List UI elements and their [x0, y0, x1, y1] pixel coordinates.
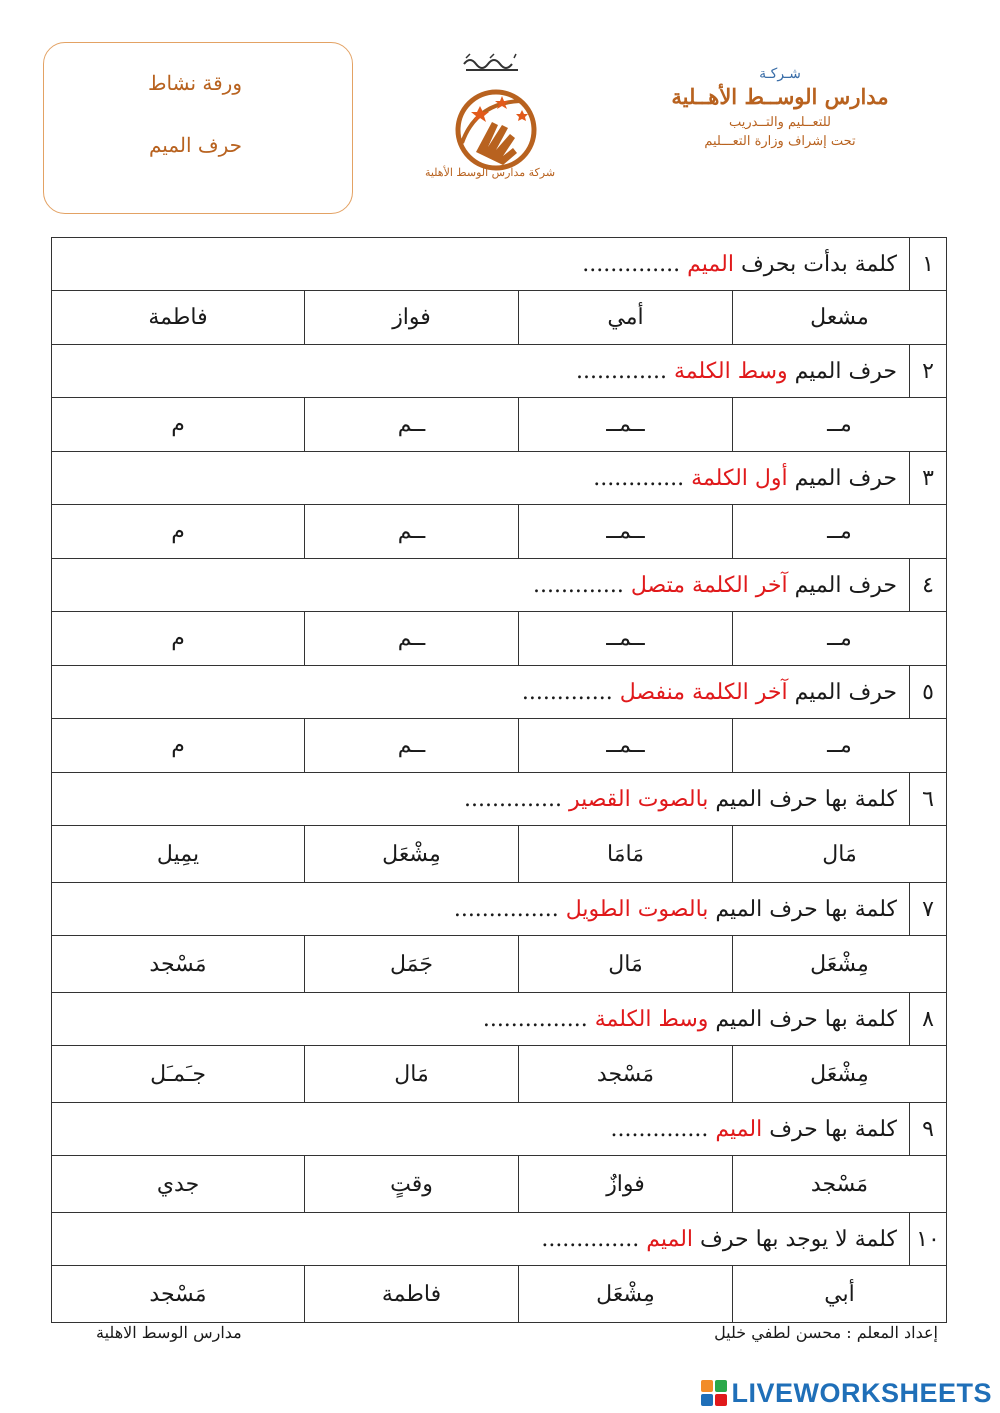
question-prefix: كلمة بها حرف الميم [708, 786, 897, 812]
answer-option[interactable]: فوازٌ [519, 1156, 733, 1213]
answer-blank[interactable]: ............. [576, 358, 674, 384]
company-label: شـركـة [759, 66, 801, 82]
question-row [52, 238, 947, 291]
options-row [52, 1156, 947, 1213]
answer-blank[interactable]: ............... [482, 1006, 595, 1032]
answer-option[interactable]: مَسْجد [519, 1046, 733, 1103]
liveworksheets-brand[interactable] [701, 1376, 992, 1410]
options-row [52, 505, 947, 559]
question-prefix: كلمة لا يوجد بها حرف [693, 1226, 897, 1252]
options-row [52, 1046, 947, 1103]
question-highlight: الميم [646, 1226, 694, 1252]
answer-option[interactable]: مِشْعَل [305, 826, 519, 883]
school-name: مدارس الوســط الأهــلية [671, 84, 889, 109]
question-row [52, 993, 947, 1046]
title-box [43, 42, 353, 214]
footer-school-name: مدارس الوسط الاهلية [96, 1323, 242, 1342]
answer-option[interactable]: ــمــ [519, 398, 733, 452]
answer-option[interactable]: مــ [733, 398, 947, 452]
options-row [52, 612, 947, 666]
answer-option[interactable]: ــم [305, 719, 519, 773]
question-text [52, 883, 910, 936]
question-prefix: حرف الميم [787, 358, 897, 384]
answer-option[interactable]: فاطمة [305, 1266, 519, 1323]
question-row [52, 1213, 947, 1266]
question-highlight: وسط الكلمة [594, 1006, 709, 1032]
question-highlight: وسط الكلمة [673, 358, 788, 384]
options-row [52, 826, 947, 883]
answer-option[interactable]: م [52, 505, 305, 559]
answer-option[interactable]: جـَمـَل [52, 1046, 305, 1103]
answer-option[interactable]: مِشْعَل [519, 1266, 733, 1323]
question-text [52, 993, 910, 1046]
liveworksheets-icon [701, 1380, 727, 1406]
answer-option[interactable]: أبي [733, 1266, 947, 1323]
answer-option[interactable]: مِشْعَل [733, 1046, 947, 1103]
question-number: ٦ [910, 773, 947, 826]
question-prefix: حرف الميم [787, 465, 897, 491]
worksheet-table [51, 237, 947, 1323]
answer-option[interactable]: ــمــ [519, 505, 733, 559]
answer-option[interactable]: يمِيل [52, 826, 305, 883]
question-prefix: كلمة بها حرف الميم [708, 1006, 897, 1032]
question-number: ١٠ [910, 1213, 947, 1266]
answer-option[interactable]: مَامَا [519, 826, 733, 883]
question-row [52, 773, 947, 826]
question-text [52, 345, 910, 398]
question-text [52, 773, 910, 826]
answer-option[interactable]: ــم [305, 612, 519, 666]
answer-blank[interactable]: .............. [464, 786, 569, 812]
answer-option[interactable]: مــ [733, 719, 947, 773]
question-text [52, 452, 910, 505]
answer-option[interactable]: جَمَل [305, 936, 519, 993]
answer-blank[interactable]: ............. [521, 679, 620, 705]
question-highlight: أول الكلمة [691, 465, 788, 491]
question-row [52, 883, 947, 936]
answer-blank[interactable]: .............. [541, 1226, 647, 1252]
question-row [52, 345, 947, 398]
worksheet-topic: حرف الميم [148, 133, 242, 157]
answer-option[interactable]: مــ [733, 505, 947, 559]
teacher-credit: إعداد المعلم : محسن لطفي خليل [714, 1323, 938, 1342]
question-prefix: كلمة بها حرف الميم [708, 896, 897, 922]
question-row [52, 666, 947, 719]
question-number: ٢ [910, 345, 947, 398]
question-prefix: كلمة بدأت بحرف [733, 251, 897, 277]
options-row [52, 398, 947, 452]
question-highlight: بالصوت الطويل [565, 896, 709, 922]
answer-blank[interactable]: .............. [610, 1116, 716, 1142]
question-prefix: حرف الميم [787, 679, 897, 705]
question-text [52, 559, 910, 612]
options-row [52, 1266, 947, 1323]
answer-blank[interactable]: ............. [532, 572, 631, 598]
school-tagline: للتعــليم والتــدريب [729, 115, 831, 130]
answer-option[interactable]: مَسْجد [52, 936, 305, 993]
school-header [650, 66, 910, 149]
question-number: ١ [910, 238, 947, 291]
answer-option[interactable]: مَسْجد [52, 1266, 305, 1323]
logo-caption: شركة مدارس الوسط الأهلية [424, 166, 556, 179]
answer-option[interactable]: مِشْعَل [733, 936, 947, 993]
answer-option[interactable]: مَال [733, 826, 947, 883]
answer-option[interactable]: ــم [305, 398, 519, 452]
question-prefix: كلمة بها حرف [762, 1116, 897, 1142]
answer-option[interactable]: فواز [305, 291, 519, 345]
answer-blank[interactable]: ............... [453, 896, 566, 922]
question-number: ٥ [910, 666, 947, 719]
options-row [52, 291, 947, 345]
answer-option[interactable]: مَال [519, 936, 733, 993]
school-logo [418, 48, 563, 188]
answer-option[interactable]: مَسْجد [733, 1156, 947, 1213]
answer-blank[interactable]: .............. [582, 251, 688, 277]
question-highlight: الميم [687, 251, 734, 277]
question-highlight: آخر الكلمة متصل [630, 572, 788, 598]
answer-option[interactable]: مَال [305, 1046, 519, 1103]
school-supervision: تحت إشراف وزارة التعـــليم [704, 134, 856, 149]
question-highlight: آخر الكلمة منفصل [619, 679, 788, 705]
answer-option[interactable]: مــ [733, 612, 947, 666]
answer-option[interactable]: أمي [519, 291, 733, 345]
question-number: ٧ [910, 883, 947, 936]
answer-option[interactable]: ــمــ [519, 612, 733, 666]
question-text [52, 1103, 910, 1156]
question-number: ٣ [910, 452, 947, 505]
question-text [52, 666, 910, 719]
options-row [52, 719, 947, 773]
worksheet-label: ورقة نشاط [148, 71, 242, 95]
question-number: ٨ [910, 993, 947, 1046]
answer-option[interactable]: وقتٍ [305, 1156, 519, 1213]
question-number: ٩ [910, 1103, 947, 1156]
answer-blank[interactable]: ............. [593, 465, 692, 491]
answer-option[interactable]: جدي [52, 1156, 305, 1213]
question-prefix: حرف الميم [787, 572, 897, 598]
answer-option[interactable]: م [52, 612, 305, 666]
options-row [52, 936, 947, 993]
question-highlight: بالصوت القصير [568, 786, 709, 812]
answer-option[interactable]: فاطمة [52, 291, 305, 345]
question-text [52, 1213, 910, 1266]
answer-option[interactable]: ــم [305, 505, 519, 559]
question-row [52, 1103, 947, 1156]
question-highlight: الميم [715, 1116, 763, 1142]
question-row [52, 452, 947, 505]
question-number: ٤ [910, 559, 947, 612]
question-row [52, 559, 947, 612]
question-text [52, 238, 910, 291]
answer-option[interactable]: ــمــ [519, 719, 733, 773]
answer-option[interactable]: م [52, 398, 305, 452]
liveworksheets-text: LIVEWORKSHEETS [731, 1377, 992, 1408]
answer-option[interactable]: م [52, 719, 305, 773]
answer-option[interactable]: مشعل [733, 291, 947, 345]
